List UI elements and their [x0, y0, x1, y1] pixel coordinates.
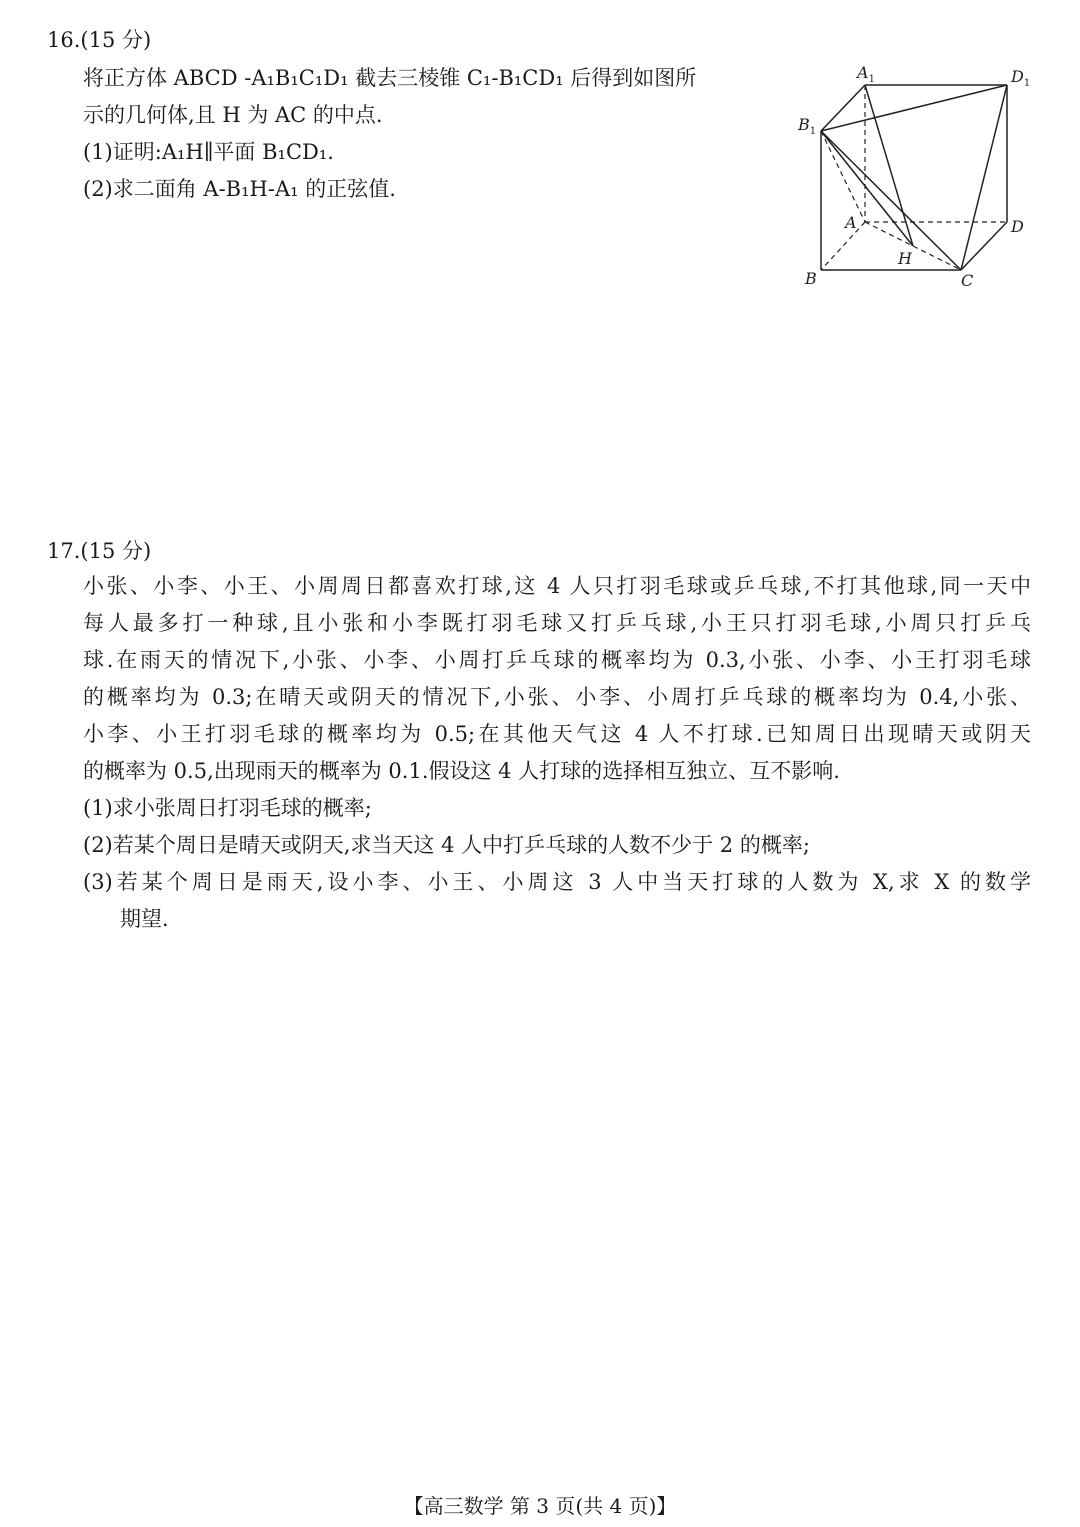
q16-stem-line2: 示的几何体,且 H 为 AC 的中点. — [83, 103, 383, 127]
q17-part2: (2)若某个周日是晴天或阴天,求当天这 4 人中打乒乓球的人数不少于 2 的概率; — [83, 833, 810, 857]
q17-stem-line: 小张、小李、小王、小周周日都喜欢打球,这 4 人只打羽毛球或乒乓球,不打其他球,同一天中 — [83, 574, 1031, 598]
edge-b1-a — [821, 131, 865, 222]
q17-stem-line: 的概率为 0.5,出现雨天的概率为 0.1.假设这 4 人打球的选择相互独立、互不影响. — [83, 759, 840, 783]
label-h: H — [898, 249, 912, 268]
edge-b1-h — [821, 131, 913, 246]
label-c: C — [961, 271, 974, 290]
edge-c-d — [961, 222, 1007, 270]
edge-b1-c — [821, 131, 961, 270]
q17-part3-line2: 期望. — [120, 907, 169, 931]
label-d: D — [1011, 217, 1024, 236]
edge-a-b — [821, 222, 865, 270]
label-a: A — [845, 213, 857, 232]
q16-part2: (2)求二面角 A-B₁H-A₁ 的正弦值. — [83, 177, 396, 201]
q17-part3-line1: (3)若某个周日是雨天,设小李、小王、小周这 3 人中当天打球的人数为 X,求 X 的数学 — [83, 870, 1031, 894]
q16-stem-line1: 将正方体 ABCD -A₁B₁C₁D₁ 截去三棱锥 C₁-B₁CD₁ 后得到如图所 — [83, 66, 697, 90]
q17-stem-line: 每人最多打一种球,且小张和小李既打羽毛球又打乒乓球,小王只打羽毛球,小周只打乒乓 — [83, 611, 1031, 635]
edge-b1-d1 — [821, 85, 1007, 131]
q16-header: 16.(15 分) — [47, 28, 152, 52]
q17-stem-line: 的概率均为 0.3;在晴天或阴天的情况下,小张、小李、小周打乒乓球的概率均为 0.4,小张、 — [83, 685, 1031, 709]
edge-c-d1 — [961, 85, 1007, 270]
label-b: B — [805, 269, 817, 288]
q17-stem-line: 小李、小王打羽毛球的概率均为 0.5;在其他天气这 4 人不打球.已知周日出现晴天或阴天 — [83, 722, 1031, 746]
label-a1: $A_1$ — [857, 63, 875, 85]
label-b1: $B_1$ — [798, 115, 817, 137]
label-d1: $D_1$ — [1011, 67, 1031, 89]
edge-b1-a1 — [821, 85, 865, 131]
truncated-cube-figure — [795, 58, 1045, 298]
q17-header: 17.(15 分) — [47, 539, 152, 563]
q17-part1: (1)求小张周日打羽毛球的概率; — [83, 796, 372, 820]
q17-stem-line: 球.在雨天的情况下,小张、小李、小周打乒乓球的概率均为 0.3,小张、小李、小王打羽毛球 — [83, 648, 1031, 672]
page-footer: 【高三数学 第 3 页(共 4 页)】 — [403, 1494, 677, 1518]
q16-part1: (1)证明:A₁H∥平面 B₁CD₁. — [83, 140, 334, 164]
